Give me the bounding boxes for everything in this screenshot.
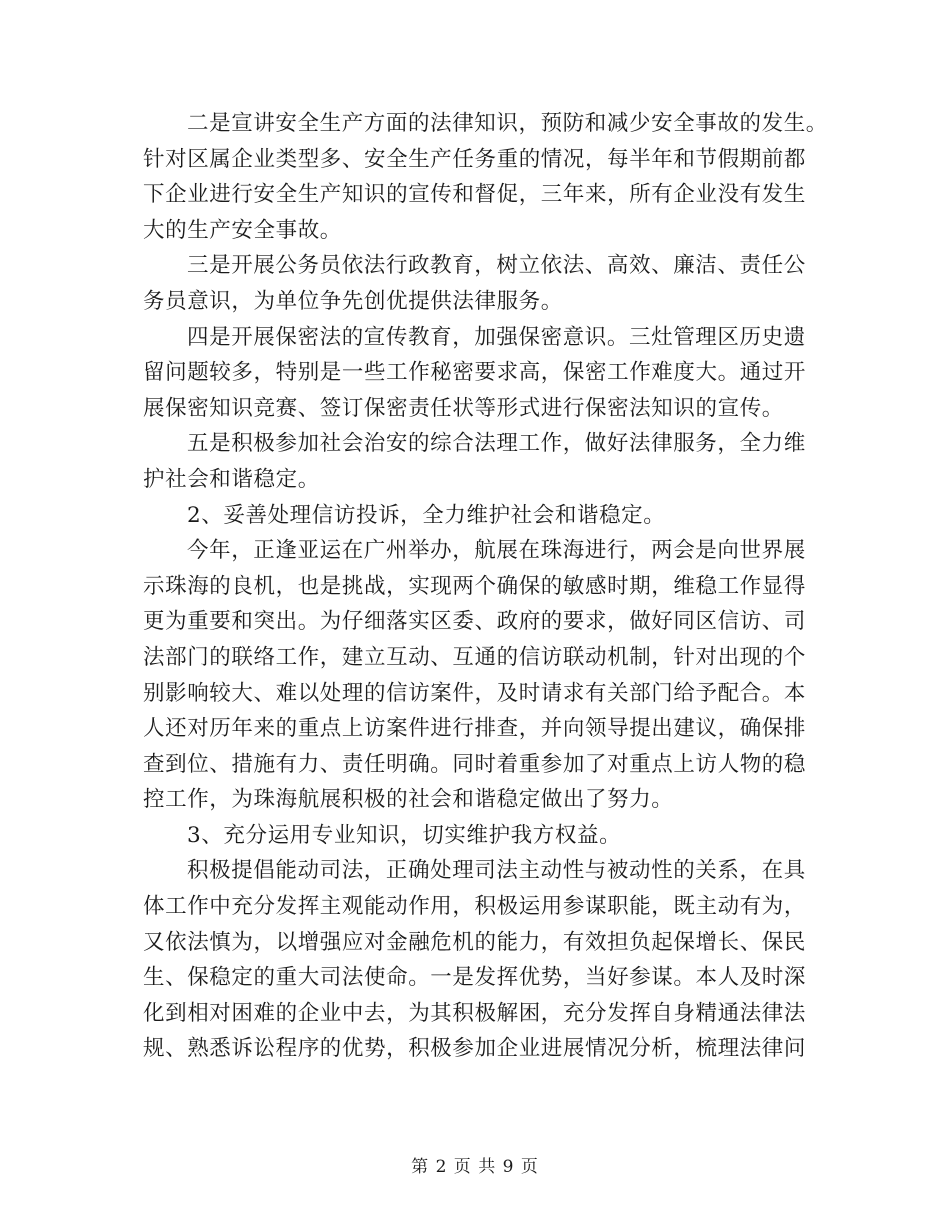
text-line: 又依法慎为，以增强应对金融危机的能力，有效担负起保增长、保民 xyxy=(143,929,807,955)
text-line: 今年，正逢亚运在广州举办，航展在珠海进行，两会是向世界展 xyxy=(187,538,806,564)
text-line: 别影响较大、难以处理的信访案件，及时请求有关部门给予配合。本 xyxy=(143,680,807,706)
text-line: 人还对历年来的重点上访案件进行排查，并向领导提出建议，确保排 xyxy=(143,716,807,742)
text-line: 五是积极参加社会治安的综合法理工作，做好法律服务，全力维 xyxy=(187,431,806,457)
text-line: 更为重要和突出。为仔细落实区委、政府的要求，做好同区信访、司 xyxy=(143,609,807,635)
text-line: 体工作中充分发挥主观能动作用，积极运用参谋职能，既主动有为， xyxy=(143,894,807,920)
text-line: 生、保稳定的重大司法使命。一是发挥优势，当好参谋。本人及时深 xyxy=(143,965,807,991)
text-line: 三是开展公务员依法行政教育，树立依法、高效、廉洁、责任公 xyxy=(187,253,806,279)
text-line: 3、充分运用专业知识，切实维护我方权益。 xyxy=(187,822,622,848)
body-text xyxy=(143,106,828,1067)
text-line: 2、妥善处理信访投诉，全力维护社会和谐稳定。 xyxy=(187,502,666,528)
text-line: 查到位、措施有力、责任明确。同时着重参加了对重点上访人物的稳 xyxy=(143,751,807,777)
text-line: 示珠海的良机，也是挑战，实现两个确保的敏感时期，维稳工作显得 xyxy=(143,573,807,599)
page-number-footer: 第 2 页 共 9 页 xyxy=(411,1157,539,1177)
text-line: 展保密知识竞赛、签订保密责任状等形式进行保密法知识的宣传。 xyxy=(143,395,784,421)
text-line: 护社会和谐稳定。 xyxy=(143,466,320,492)
text-line: 下企业进行安全生产知识的宣传和督促，三年来，所有企业没有发生 xyxy=(143,182,807,208)
text-line: 四是开展保密法的宣传教育，加强保密意识。三灶管理区历史遗 xyxy=(187,324,806,350)
text-line: 留问题较多，特别是一些工作秘密要求高，保密工作难度大。通过开 xyxy=(143,360,807,386)
text-line: 法部门的联络工作，建立互动、互通的信访联动机制，针对出现的个 xyxy=(143,644,807,670)
text-line: 二是宣讲安全生产方面的法律知识，预防和减少安全事故的发生。 xyxy=(187,111,828,136)
text-line: 针对区属企业类型多、安全生产任务重的情况，每半年和节假期前都 xyxy=(143,146,807,172)
text-line: 规、熟悉诉讼程序的优势，积极参加企业进展情况分析，梳理法律问 xyxy=(143,1036,807,1062)
text-line: 控工作，为珠海航展积极的社会和谐稳定做出了努力。 xyxy=(143,787,674,813)
text-line: 积极提倡能动司法，正确处理司法主动性与被动性的关系，在具 xyxy=(187,858,806,884)
text-line: 务员意识，为单位争先创优提供法律服务。 xyxy=(143,288,563,314)
text-line: 大的生产安全事故。 xyxy=(143,217,342,243)
text-line: 化到相对困难的企业中去，为其积极解困，充分发挥自身精通法律法 xyxy=(143,1000,807,1026)
